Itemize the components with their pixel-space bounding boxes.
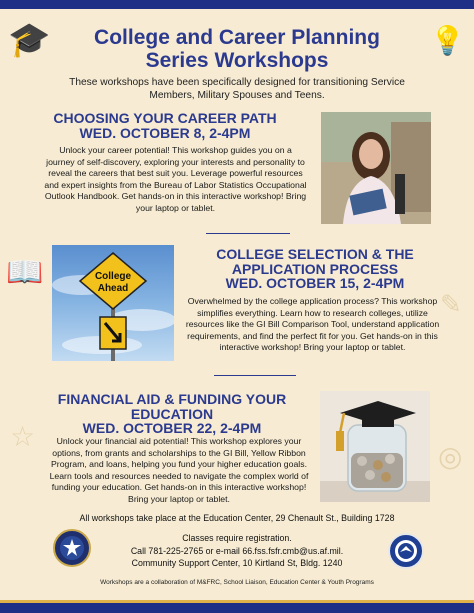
coin-jar-graduation-cap-photo [320,391,430,502]
career-path-heading-block [25,111,305,140]
title-line-2: Series Workshops [145,49,329,72]
pencil-doodle: ✎ [440,290,462,320]
registration-required: Classes require registration. [182,533,292,543]
registration-contact: Call 781-225-2765 or e-mail 66.fss.fsfr.cmb@us.af.mil. [130,545,344,556]
graduation-cap-doodle: 🎓 [8,20,51,60]
star-doodle: ☆ [10,420,36,453]
section-divider [214,375,296,376]
intro-text: These workshops have been specifically designed for transitioning Service Members, Military Spouses and Teens. [69,77,405,101]
location-text: All workshops take place at the Education Center, 29 Chenault St., Building 1728 [79,513,395,523]
registration-info [94,532,380,570]
page-title [30,26,444,72]
college-selection-description: Overwhelmed by the college application process? This workshop simplifies everything. Learn how to research colleges, utilize resources like the GI Bill Comparison Tool, understand application requirements, and find the perfect fit for you. Get hands-on in this interactive workshop! Bring your laptop or tablet. [185,296,440,353]
college-selection-heading-block [196,247,434,291]
section-heading: FINANCIAL AID & FUNDING YOUR EDUCATION [57,391,287,422]
section-date: WED. OCTOBER 8, 2-4PM [79,124,251,141]
financial-aid-description: Unlock your financial aid potential! This workshop explores your options, from grants and scholarships to the GI Bill, Yellow Ribbon Program, and loans, helping you fund your higher education goals. Learn tools and resources needed to navigate the complex world of funding your education. Get hands-on in this interactive workshop! Bring your laptop or tablet. [49,436,309,504]
section-heading: CHOOSING YOUR CAREER PATH [53,110,277,126]
air-force-base-logo [388,533,424,569]
top-border-bar [0,0,474,9]
globe-doodle: ◎ [438,440,463,473]
college-ahead-sign-photo [52,245,174,361]
student-photo [321,112,431,224]
career-path-description: Unlock your career potential! This workshop guides you on a journey of self-discovery, exploring your interests and personality to reveal the careers that best suit you. Leverage powerful resources and expert insights from the Bureau of Labor Statistics Occupational Outlook Handbook. Get hands-on in this interactive workshop! Bring your laptop or tablet. [44,145,307,213]
financial-aid-heading-block [30,392,314,436]
section-heading: COLLEGE SELECTION & THE APPLICATION PROCESS [216,246,414,277]
lightbulb-doodle: 💡 [430,24,465,57]
section-divider [206,233,290,234]
sign-text-college: College [94,271,132,282]
title-line-1: College and Career Planning [94,26,380,49]
registration-address: Community Support Center, 10 Kirtland St, Bldg. 1240 [131,558,343,568]
sign-text-ahead: Ahead [97,283,129,294]
bottom-border-bar [0,603,474,613]
military-family-readiness-logo [53,529,91,567]
section-date: WED. OCTOBER 22, 2-4PM [82,420,262,436]
book-doodle: 📖 [6,255,44,290]
section-date: WED. OCTOBER 15, 2-4PM [225,275,405,291]
footer-collaboration-text: Workshops are a collaboration of M&FRC, School Liaison, Education Center & Youth Programs [100,579,374,586]
